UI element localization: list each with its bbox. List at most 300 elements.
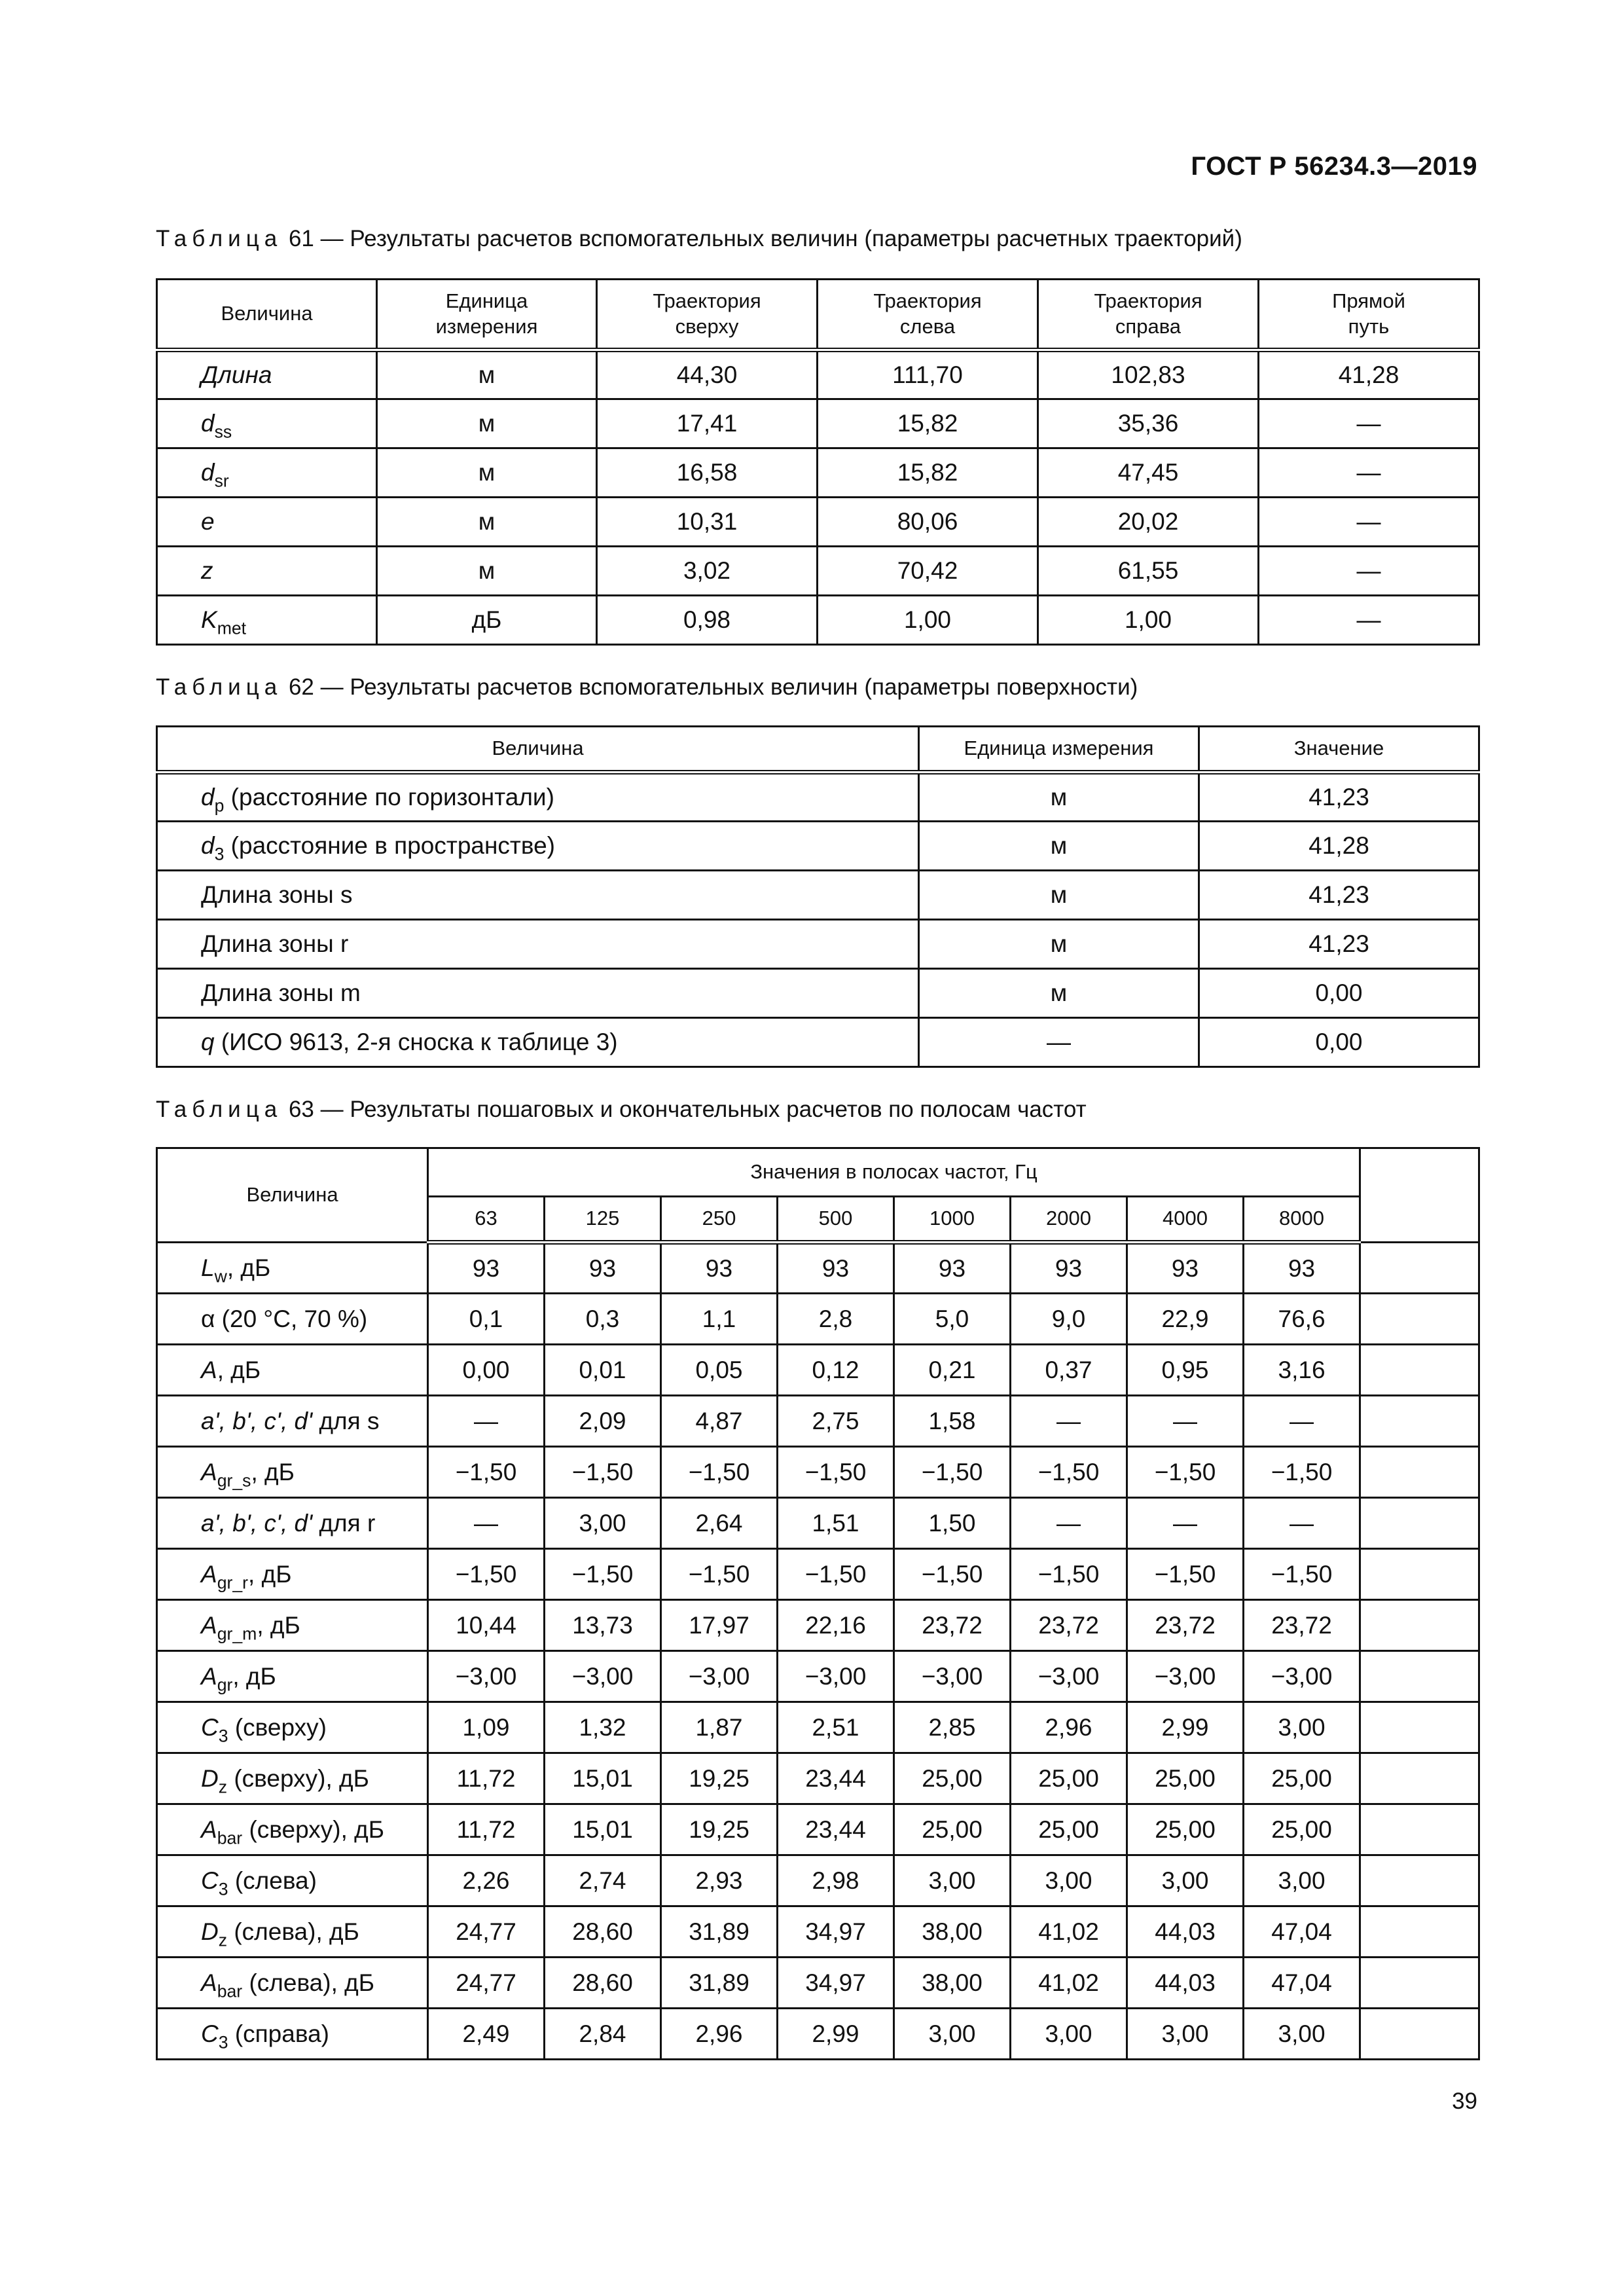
column-header-group: Значения в полосах частот, Гц (428, 1148, 1360, 1197)
column-header (1259, 280, 1479, 350)
value-cell: 25,00 (1244, 1804, 1360, 1855)
value-cell: 11,72 (428, 1753, 545, 1804)
empty-cell (1360, 1753, 1479, 1804)
row-label (157, 1702, 428, 1753)
quantity-subscript: ss (214, 422, 232, 442)
value-cell: 93 (428, 1243, 545, 1294)
value-cell: 23,44 (778, 1804, 894, 1855)
value-cell: −3,00 (778, 1651, 894, 1702)
quantity-label: (расстояние в пространстве) (224, 832, 555, 859)
value-cell: 3,16 (1244, 1345, 1360, 1396)
table61-caption-text: 61 — Результаты расчетов вспомогательных величин (параметры расчетных траекторий) (288, 226, 1242, 251)
row-label (157, 399, 377, 448)
value-cell: 24,77 (428, 1906, 545, 1958)
table-row (157, 1906, 1479, 1958)
row-label (157, 1018, 919, 1067)
value-cell: −1,50 (894, 1447, 1011, 1498)
table-row (157, 1345, 1479, 1396)
unit-cell: м (377, 350, 597, 399)
value-cell: 61,55 (1038, 547, 1259, 596)
value-cell: 20,02 (1038, 498, 1259, 547)
value-cell: — (1259, 399, 1479, 448)
value-cell: 2,98 (778, 1855, 894, 1906)
quantity-label: (расстояние по горизонтали) (224, 784, 554, 811)
value-cell: 1,00 (818, 596, 1038, 645)
value-cell: 102,83 (1038, 350, 1259, 399)
table-row (157, 1651, 1479, 1702)
value-cell: 76,6 (1244, 1294, 1360, 1345)
value-cell: — (1244, 1396, 1360, 1447)
value-cell: 25,00 (1244, 1753, 1360, 1804)
column-header: Величина (157, 727, 919, 773)
value-cell: 35,36 (1038, 399, 1259, 448)
table61-caption (156, 226, 1242, 252)
table62-caption-text: 62 — Результаты расчетов вспомогательных величин (параметры поверхности) (288, 674, 1138, 700)
value-cell: 80,06 (818, 498, 1038, 547)
table-row (157, 2009, 1479, 2060)
value-cell: 2,26 (428, 1855, 545, 1906)
empty-cell (1360, 2009, 1479, 2060)
table61-caption-label: Таблица (156, 226, 283, 251)
value-cell: 5,0 (894, 1294, 1011, 1345)
value-cell: 31,89 (661, 1906, 778, 1958)
value-cell: — (1259, 596, 1479, 645)
column-header-line2: сверху (675, 314, 739, 338)
table63-header-row-1 (157, 1148, 1479, 1197)
quantity-label: для r (312, 1509, 376, 1537)
value-cell: −3,00 (661, 1651, 778, 1702)
table61-body (157, 350, 1479, 645)
value-cell: 1,58 (894, 1396, 1011, 1447)
column-header (597, 280, 818, 350)
value-cell: 2,93 (661, 1855, 778, 1906)
quantity-label: (слева), дБ (227, 1918, 359, 1945)
value-cell: 11,72 (428, 1804, 545, 1855)
column-header-empty (1360, 1148, 1479, 1243)
row-label (157, 1753, 428, 1804)
empty-cell (1360, 1600, 1479, 1651)
value-cell: 25,00 (1127, 1804, 1244, 1855)
value-cell: 24,77 (428, 1958, 545, 2009)
value-cell: 41,02 (1011, 1906, 1127, 1958)
value-cell: 0,37 (1011, 1345, 1127, 1396)
value-cell: 2,85 (894, 1702, 1011, 1753)
empty-cell (1360, 1855, 1479, 1906)
value-cell: 16,58 (597, 448, 818, 498)
table-row (157, 822, 1479, 871)
value-cell: — (1259, 547, 1479, 596)
value-cell: — (1011, 1396, 1127, 1447)
value-cell: −3,00 (428, 1651, 545, 1702)
unit-cell: м (377, 399, 597, 448)
row-label (157, 1906, 428, 1958)
value-cell: 25,00 (1011, 1753, 1127, 1804)
table-63 (156, 1147, 1480, 2060)
quantity-label: , дБ (217, 1356, 261, 1383)
value-cell: −1,50 (428, 1447, 545, 1498)
column-header-line2: измерения (435, 314, 538, 338)
value-cell: 41,02 (1011, 1958, 1127, 2009)
unit-cell: м (919, 969, 1199, 1018)
value-cell: — (1011, 1498, 1127, 1549)
row-label (157, 871, 919, 920)
row-label (157, 596, 377, 645)
table-row (157, 1855, 1479, 1906)
table-row (157, 448, 1479, 498)
value-cell: −1,50 (1244, 1549, 1360, 1600)
quantity-symbol: e (201, 508, 215, 535)
column-header (157, 280, 377, 350)
column-header: Единица измерения (919, 727, 1199, 773)
value-cell: 2,84 (545, 2009, 661, 2060)
column-header (818, 280, 1038, 350)
value-cell: 3,00 (1244, 2009, 1360, 2060)
value-cell: −1,50 (545, 1447, 661, 1498)
value-cell: 0,00 (1199, 1018, 1479, 1067)
quantity-subscript: gr (217, 1674, 233, 1694)
value-cell: −3,00 (894, 1651, 1011, 1702)
empty-cell (1360, 1345, 1479, 1396)
quantity-label: Длина зоны m (201, 979, 361, 1006)
unit-cell: м (919, 871, 1199, 920)
value-cell: 25,00 (1011, 1804, 1127, 1855)
unit-cell: — (919, 1018, 1199, 1067)
quantity-symbol: A (201, 1662, 217, 1690)
value-cell: −1,50 (1127, 1447, 1244, 1498)
quantity-symbol: Длина (201, 361, 272, 388)
table-row (157, 498, 1479, 547)
quantity-symbol: A (201, 1969, 217, 1996)
quantity-label: (слева) (228, 1867, 317, 1894)
table-row (157, 1753, 1479, 1804)
quantity-subscript: 3 (218, 1878, 228, 1899)
quantity-symbol: a', b', c', d' (201, 1509, 313, 1537)
value-cell: −3,00 (545, 1651, 661, 1702)
value-cell: 47,04 (1244, 1906, 1360, 1958)
quantity-symbol: A (201, 1815, 217, 1843)
empty-cell (1360, 1702, 1479, 1753)
table-row (157, 1498, 1479, 1549)
value-cell: 2,75 (778, 1396, 894, 1447)
quantity-subscript: w (214, 1266, 227, 1286)
table-row (157, 969, 1479, 1018)
column-header-line2: слева (899, 314, 956, 338)
column-header-line1: Траектория (653, 289, 761, 312)
document-id: ГОСТ Р 56234.3—2019 (1191, 152, 1477, 181)
value-cell: — (1259, 448, 1479, 498)
value-cell: 3,00 (1011, 1855, 1127, 1906)
value-cell: 3,00 (894, 1855, 1011, 1906)
frequency-header: 500 (778, 1197, 894, 1243)
value-cell: 38,00 (894, 1958, 1011, 2009)
empty-cell (1360, 1447, 1479, 1498)
row-label (157, 1396, 428, 1447)
row-label (157, 920, 919, 969)
table-row (157, 1447, 1479, 1498)
empty-cell (1360, 1294, 1479, 1345)
value-cell: 2,99 (778, 2009, 894, 2060)
quantity-subscript: gr_m (217, 1623, 257, 1643)
value-cell: 3,00 (545, 1498, 661, 1549)
value-cell: 19,25 (661, 1804, 778, 1855)
value-cell: 0,21 (894, 1345, 1011, 1396)
value-cell: — (1244, 1498, 1360, 1549)
quantity-subscript: bar (217, 1827, 243, 1848)
value-cell: 15,01 (545, 1753, 661, 1804)
value-cell: 15,82 (818, 448, 1038, 498)
column-header-line1: Величина (221, 302, 313, 325)
quantity-label: (сверху), дБ (227, 1764, 369, 1792)
quantity-label: для s (312, 1407, 380, 1434)
table62-caption-label: Таблица (156, 674, 283, 700)
value-cell: −1,50 (1011, 1447, 1127, 1498)
unit-cell: дБ (377, 596, 597, 645)
value-cell: 25,00 (894, 1804, 1011, 1855)
table62-body (157, 773, 1479, 1067)
table-row (157, 1396, 1479, 1447)
empty-cell (1360, 1958, 1479, 2009)
table-row (157, 1702, 1479, 1753)
quantity-subscript: p (214, 795, 225, 816)
value-cell: 1,32 (545, 1702, 661, 1753)
value-cell: 111,70 (818, 350, 1038, 399)
value-cell: 41,28 (1199, 822, 1479, 871)
value-cell: −1,50 (1244, 1447, 1360, 1498)
row-label (157, 1600, 428, 1651)
frequency-header: 8000 (1244, 1197, 1360, 1243)
value-cell: 0,01 (545, 1345, 661, 1396)
frequency-header: 1000 (894, 1197, 1011, 1243)
value-cell: 31,89 (661, 1958, 778, 2009)
value-cell: 4,87 (661, 1396, 778, 1447)
value-cell: −3,00 (1244, 1651, 1360, 1702)
value-cell: 0,00 (1199, 969, 1479, 1018)
quantity-label: (ИСО 9613, 2-я сноска к таблице 3) (214, 1029, 618, 1055)
table-row (157, 1294, 1479, 1345)
value-cell: 22,9 (1127, 1294, 1244, 1345)
column-header-line1: Прямой (1332, 289, 1405, 312)
row-label (157, 1804, 428, 1855)
quantity-subscript: 3 (214, 844, 225, 864)
frequency-header: 2000 (1011, 1197, 1127, 1243)
empty-cell (1360, 1906, 1479, 1958)
row-label (157, 773, 919, 822)
quantity-label: (сверху) (228, 1713, 327, 1741)
value-cell: −1,50 (894, 1549, 1011, 1600)
value-cell: 17,97 (661, 1600, 778, 1651)
quantity-subscript: met (217, 618, 247, 638)
unit-cell: м (377, 448, 597, 498)
value-cell: — (1259, 498, 1479, 547)
empty-cell (1360, 1651, 1479, 1702)
value-cell: −1,50 (428, 1549, 545, 1600)
value-cell: 19,25 (661, 1753, 778, 1804)
value-cell: 2,99 (1127, 1702, 1244, 1753)
empty-cell (1360, 1804, 1479, 1855)
quantity-symbol: z (201, 557, 213, 584)
empty-cell (1360, 1396, 1479, 1447)
quantity-subscript: z (218, 1776, 228, 1796)
value-cell: 38,00 (894, 1906, 1011, 1958)
value-cell: — (428, 1498, 545, 1549)
value-cell: 3,00 (1011, 2009, 1127, 2060)
table62-header-row (157, 727, 1479, 773)
quantity-symbol: q (201, 1029, 215, 1055)
value-cell: −3,00 (1011, 1651, 1127, 1702)
value-cell: 2,96 (661, 2009, 778, 2060)
value-cell: −1,50 (1127, 1549, 1244, 1600)
value-cell: 0,00 (428, 1345, 545, 1396)
value-cell: 2,8 (778, 1294, 894, 1345)
table-row (157, 773, 1479, 822)
row-label (157, 1549, 428, 1600)
quantity-label: (справа) (228, 2020, 329, 2047)
value-cell: 93 (1011, 1243, 1127, 1294)
column-header-line1: Траектория (1094, 289, 1202, 312)
value-cell: 9,0 (1011, 1294, 1127, 1345)
value-cell: −1,50 (661, 1549, 778, 1600)
value-cell: 13,73 (545, 1600, 661, 1651)
value-cell: 41,23 (1199, 773, 1479, 822)
unit-cell: м (377, 547, 597, 596)
quantity-label: (слева), дБ (242, 1969, 375, 1996)
value-cell: 1,50 (894, 1498, 1011, 1549)
value-cell: 23,44 (778, 1753, 894, 1804)
table-row (157, 399, 1479, 448)
table63-caption (156, 1097, 1087, 1123)
row-label (157, 822, 919, 871)
value-cell: 2,74 (545, 1855, 661, 1906)
row-label (157, 2009, 428, 2060)
value-cell: 3,00 (1127, 2009, 1244, 2060)
quantity-subscript: gr_r (217, 1572, 249, 1592)
quantity-symbol: C (201, 1713, 219, 1741)
column-header-line1: Траектория (873, 289, 982, 312)
value-cell: 41,23 (1199, 920, 1479, 969)
value-cell: 2,96 (1011, 1702, 1127, 1753)
frequency-header: 4000 (1127, 1197, 1244, 1243)
row-label (157, 498, 377, 547)
row-label (157, 1651, 428, 1702)
column-header-line2: справа (1115, 314, 1182, 338)
table-row (157, 920, 1479, 969)
quantity-subscript: 3 (218, 1725, 228, 1745)
value-cell: 3,00 (1127, 1855, 1244, 1906)
empty-cell (1360, 1498, 1479, 1549)
value-cell: 23,72 (1127, 1600, 1244, 1651)
row-label (157, 969, 919, 1018)
value-cell: 2,49 (428, 2009, 545, 2060)
value-cell: −1,50 (778, 1447, 894, 1498)
row-label (157, 448, 377, 498)
quantity-symbol: A (201, 1458, 217, 1485)
quantity-symbol: A (201, 1356, 217, 1383)
value-cell: — (428, 1396, 545, 1447)
quantity-subscript: sr (214, 471, 229, 491)
table-row (157, 547, 1479, 596)
value-cell: −3,00 (1127, 1651, 1244, 1702)
column-header-quantity: Величина (157, 1148, 428, 1243)
row-label (157, 1958, 428, 2009)
quantity-symbol: A (201, 1611, 217, 1639)
value-cell: 10,44 (428, 1600, 545, 1651)
quantity-label: , дБ (257, 1611, 300, 1639)
value-cell: 15,82 (818, 399, 1038, 448)
empty-cell (1360, 1549, 1479, 1600)
value-cell: 41,28 (1259, 350, 1479, 399)
quantity-symbol: C (201, 1867, 219, 1894)
quantity-label: , дБ (232, 1662, 276, 1690)
table63-caption-text: 63 — Результаты пошаговых и окончательных расчетов по полосам частот (288, 1097, 1087, 1122)
row-label (157, 1855, 428, 1906)
table-row (157, 1958, 1479, 2009)
value-cell: −1,50 (545, 1549, 661, 1600)
value-cell: 93 (545, 1243, 661, 1294)
quantity-label: Длина зоны r (201, 930, 349, 957)
value-cell: 0,3 (545, 1294, 661, 1345)
quantity-label: , дБ (248, 1560, 292, 1588)
value-cell: −1,50 (661, 1447, 778, 1498)
value-cell: 10,31 (597, 498, 818, 547)
value-cell: 2,09 (545, 1396, 661, 1447)
empty-cell (1360, 1243, 1479, 1294)
row-label (157, 1498, 428, 1549)
value-cell: 93 (778, 1243, 894, 1294)
value-cell: 15,01 (545, 1804, 661, 1855)
value-cell: 47,04 (1244, 1958, 1360, 2009)
quantity-symbol: L (201, 1254, 215, 1281)
table-row (157, 350, 1479, 399)
value-cell: 1,87 (661, 1702, 778, 1753)
row-label (157, 350, 377, 399)
row-label (157, 1243, 428, 1294)
value-cell: 1,00 (1038, 596, 1259, 645)
quantity-symbol: d (201, 410, 215, 437)
value-cell: 0,95 (1127, 1345, 1244, 1396)
quantity-label: α (20 °C, 70 %) (201, 1305, 368, 1332)
quantity-subscript: gr_s (217, 1470, 251, 1490)
column-header (377, 280, 597, 350)
value-cell: −1,50 (778, 1549, 894, 1600)
table63-caption-label: Таблица (156, 1097, 283, 1122)
quantity-symbol: K (201, 606, 217, 633)
value-cell: 1,09 (428, 1702, 545, 1753)
row-label (157, 1294, 428, 1345)
value-cell: 3,02 (597, 547, 818, 596)
quantity-symbol: a', b', c', d' (201, 1407, 313, 1434)
frequency-header: 250 (661, 1197, 778, 1243)
quantity-symbol: C (201, 2020, 219, 2047)
table62-caption (156, 674, 1138, 701)
unit-cell: м (919, 822, 1199, 871)
value-cell: 1,1 (661, 1294, 778, 1345)
value-cell: 93 (894, 1243, 1011, 1294)
table-row (157, 1804, 1479, 1855)
value-cell: 22,16 (778, 1600, 894, 1651)
table-row (157, 1243, 1479, 1294)
quantity-symbol: d (201, 459, 215, 486)
table61-header-row (157, 280, 1479, 350)
column-header: Значение (1199, 727, 1479, 773)
quantity-symbol: A (201, 1560, 217, 1588)
row-label (157, 1447, 428, 1498)
table-row (157, 871, 1479, 920)
value-cell: — (1127, 1396, 1244, 1447)
value-cell: 3,00 (894, 2009, 1011, 2060)
quantity-label: , дБ (226, 1254, 271, 1281)
value-cell: 28,60 (545, 1958, 661, 2009)
table-row (157, 1600, 1479, 1651)
